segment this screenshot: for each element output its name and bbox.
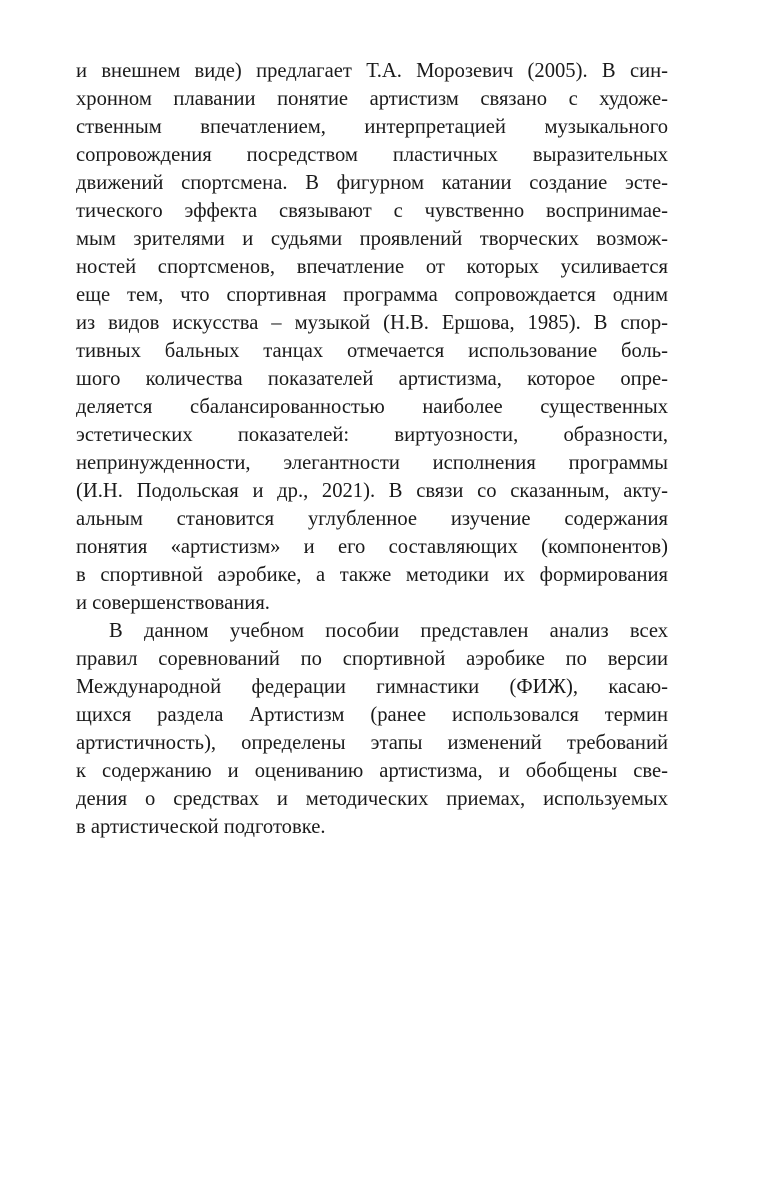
text-line: из видов искусства – музыкой (Н.В. Ершова, 1985). В спор- bbox=[76, 312, 668, 334]
text-line: в артистической подготовке. bbox=[76, 816, 326, 838]
text-line: В данном учебном пособии представлен анализ всех bbox=[109, 620, 668, 642]
text-line: ностей спортсменов, впечатление от которых усиливается bbox=[76, 256, 668, 278]
text-line: сопровождения посредством пластичных выразительных bbox=[76, 144, 668, 166]
text-line: щихся раздела Артистизм (ранее использовался термин bbox=[76, 704, 668, 726]
text-line: хронном плавании понятие артистизм связано с художе- bbox=[76, 88, 668, 110]
text-line: мым зрителями и судьями проявлений творческих возмож- bbox=[76, 228, 668, 250]
text-line: дения о средствах и методических приемах, используемых bbox=[76, 788, 668, 810]
text-line: шого количества показателей артистизма, которое опре- bbox=[76, 368, 668, 390]
text-line: в спортивной аэробике, а также методики их формирования bbox=[76, 564, 668, 586]
text-line: деляется сбалансированностью наиболее существенных bbox=[76, 396, 668, 418]
text-line: движений спортсмена. В фигурном катании создание эсте- bbox=[76, 172, 668, 194]
text-line: эстетических показателей: виртуозности, образности, bbox=[76, 424, 668, 446]
text-line: тивных бальных танцах отмечается использование боль- bbox=[76, 340, 668, 362]
text-line: ственным впечатлением, интерпретацией музыкального bbox=[76, 116, 668, 138]
text-line: (И.Н. Подольская и др., 2021). В связи со сказанным, акту- bbox=[76, 480, 668, 502]
text-line: и совершенствования. bbox=[76, 592, 270, 614]
text-line: к содержанию и оцениванию артистизма, и обобщены све- bbox=[76, 760, 668, 782]
text-line: альным становится углубленное изучение содержания bbox=[76, 508, 668, 530]
text-line: артистичность), определены этапы изменений требований bbox=[76, 732, 668, 754]
text-line: понятия «артистизм» и его составляющих (компонентов) bbox=[76, 536, 668, 558]
text-line: и внешнем виде) предлагает Т.А. Морозевич (2005). В син- bbox=[76, 60, 668, 82]
text-line: еще тем, что спортивная программа сопровождается одним bbox=[76, 284, 668, 306]
text-line: тического эффекта связывают с чувственно воспринимае- bbox=[76, 200, 668, 222]
paragraph-1 bbox=[76, 57, 668, 617]
document-page bbox=[76, 57, 668, 841]
text-line: непринужденности, элегантности исполнения программы bbox=[76, 452, 668, 474]
text-line: Международной федерации гимнастики (ФИЖ), касаю- bbox=[76, 676, 668, 698]
text-line: правил соревнований по спортивной аэробике по версии bbox=[76, 648, 668, 670]
paragraph-2 bbox=[76, 617, 668, 841]
